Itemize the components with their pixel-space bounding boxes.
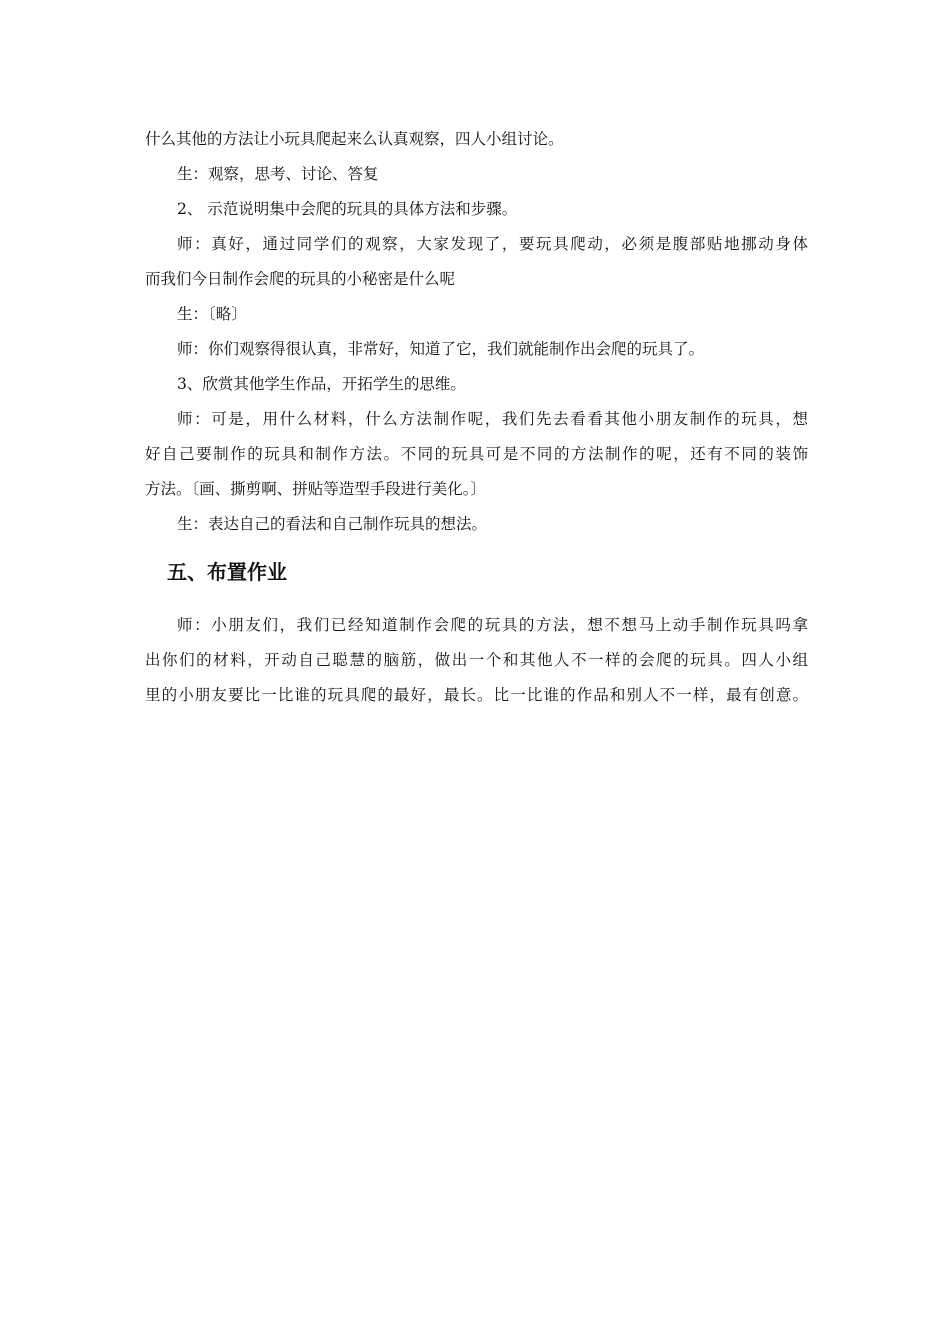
paragraph-line: 2、 示范说明集中会爬的玩具的具体方法和步骤。 <box>177 200 518 218</box>
paragraph-line: 生：观察，思考、讨论、答复 <box>177 165 379 183</box>
paragraph-line: 而我们今日制作会爬的玩具的小秘密是什么呢 <box>145 270 456 288</box>
paragraph-line: 3、欣赏其他学生作品，开拓学生的思维。 <box>177 375 466 393</box>
paragraph-line: 师：你们观察得很认真，非常好，知道了它，我们就能制作出会爬的玩具了。 <box>177 340 705 358</box>
paragraph-line: 师：真好，通过同学们的观察，大家发现了，要玩具爬动，必须是腹部贴地挪动身体 <box>177 235 808 253</box>
paragraph-line: 出你们的材料，开动自己聪慧的脑筋，做出一个和其他人不一样的会爬的玩具。四人小组 <box>145 651 808 669</box>
paragraph-line: 师：可是，用什么材料，什么方法制作呢，我们先去看看其他小朋友制作的玩具，想 <box>177 410 808 428</box>
paragraph-line: 方法。〔画、撕剪啊、拼贴等造型手段进行美化。〕 <box>145 480 487 498</box>
paragraph-line: 生：〔略〕 <box>177 305 247 323</box>
section-heading: 五、布置作业 <box>167 560 287 584</box>
paragraph-line: 什么其他的方法让小玩具爬起来么认真观察，四人小组讨论。 <box>145 130 564 148</box>
paragraph-line: 好自己要制作的玩具和制作方法。不同的玩具可是不同的方法制作的呢，还有不同的装饰 <box>145 445 808 463</box>
paragraph-line: 里的小朋友要比一比谁的玩具爬的最好，最长。比一比谁的作品和别人不一样，最有创意。 <box>145 686 808 704</box>
paragraph-line: 师：小朋友们，我们已经知道制作会爬的玩具的方法，想不想马上动手制作玩具吗拿 <box>177 616 808 634</box>
paragraph-line: 生：表达自己的看法和自己制作玩具的想法。 <box>177 515 488 533</box>
document-body <box>145 122 808 713</box>
